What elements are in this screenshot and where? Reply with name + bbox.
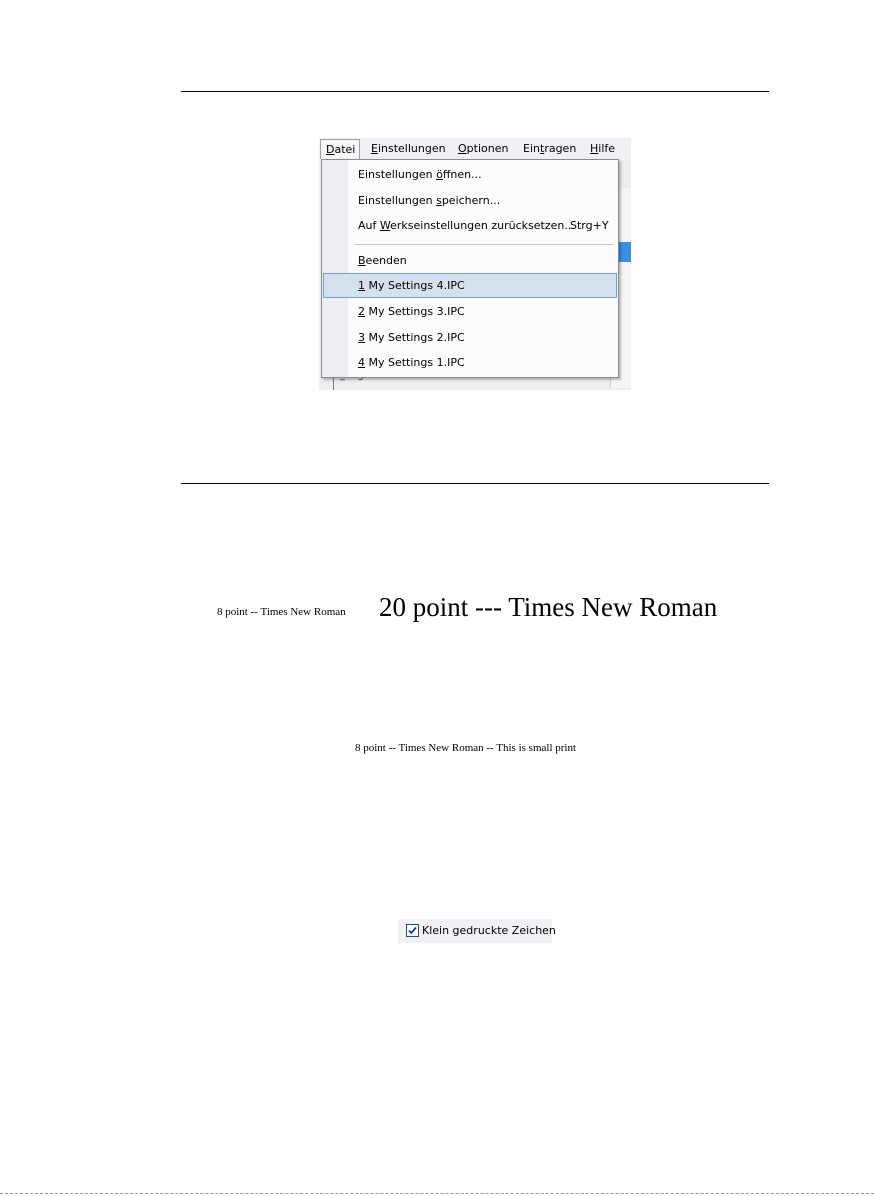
menu-screenshot [319, 138, 631, 390]
menu-item-recent-4[interactable]: 4 My Settings 1.IPC [358, 356, 465, 369]
section-rule [181, 483, 769, 484]
checkbox-label[interactable]: Klein gedruckte Zeichen [422, 924, 556, 937]
checkbox-screenshot [398, 919, 556, 943]
menu-icon-gutter [322, 160, 348, 377]
menu-item-recent-3[interactable]: 3 My Settings 2.IPC [358, 331, 465, 344]
menu-item-recent-2[interactable]: 2 My Settings 3.IPC [358, 305, 465, 318]
small-print-checkbox[interactable] [406, 924, 419, 937]
menu-item-quit[interactable]: Beenden [358, 254, 407, 267]
menu-optionen[interactable]: Optionen [458, 142, 509, 155]
menu-item-save-settings[interactable]: Einstellungen speichern... [358, 194, 501, 207]
menu-item-reset-settings[interactable]: Auf Werkseinstellungen zurücksetzen... [358, 219, 575, 232]
top-rule [181, 91, 769, 92]
menu-separator [354, 244, 614, 245]
menu-bar [319, 138, 631, 160]
background-selection [617, 242, 631, 262]
reset-shortcut-label: Strg+Y [570, 219, 609, 232]
menu-eintragen[interactable]: Eintragen [523, 142, 577, 155]
sample-small-print: 8 point -- Times New Roman -- This is small print [355, 742, 577, 754]
menu-item-open-settings[interactable]: Einstellungen öffnen... [358, 168, 482, 181]
menu-datei[interactable]: Datei [320, 139, 360, 159]
sample-20-point: 20 point --- Times New Roman [379, 592, 718, 622]
menu-einstellungen[interactable]: Einstellungen [371, 142, 446, 155]
sample-8-point: 8 point -- Times New Roman [217, 606, 346, 618]
datei-dropdown-menu [321, 159, 619, 378]
menu-hilfe[interactable]: Hilfe [590, 142, 616, 155]
checkmark-icon [407, 925, 418, 936]
page-edge-dotted-line [0, 1193, 874, 1194]
menu-item-recent-1[interactable]: 1 My Settings 4.IPC [358, 279, 465, 292]
